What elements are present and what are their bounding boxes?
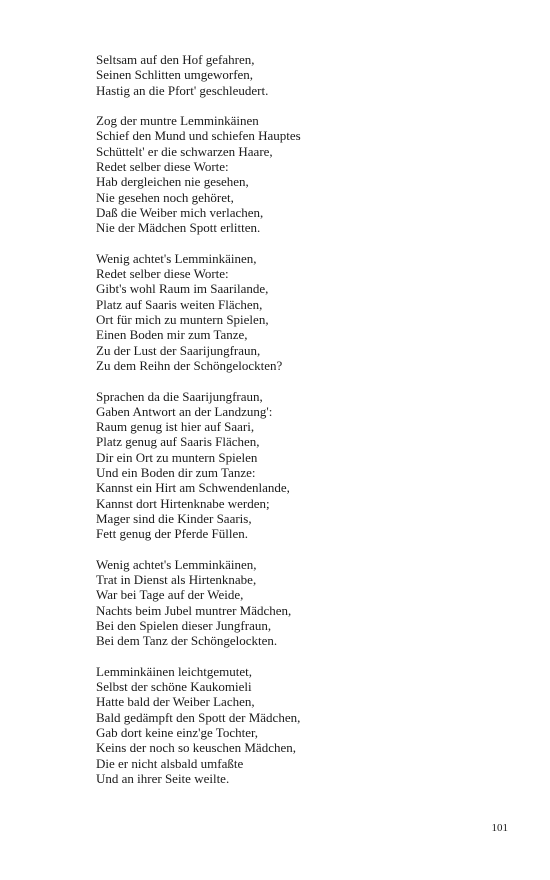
poem-line: Mager sind die Kinder Saaris, — [96, 510, 252, 526]
poem-line: Fett genug der Pferde Füllen. — [96, 526, 248, 542]
poem-line: Zu der Lust der Saarijungfraun, — [96, 342, 261, 358]
poem-line: Daß die Weiber mich verlachen, — [96, 204, 264, 220]
poem-line: Selbst der schöne Kaukomieli — [96, 679, 252, 695]
poem-line: Hab dergleichen nie gesehen, — [96, 174, 249, 190]
poem-line: Redet selber diese Worte: — [96, 159, 229, 175]
poem-line: Hatte bald der Weiber Lachen, — [96, 694, 255, 710]
poem-line: Redet selber diese Worte: — [96, 266, 229, 282]
stanza — [96, 113, 516, 235]
poem-line: Gibt's wohl Raum im Saarilande, — [96, 281, 269, 297]
poem-line: Kannst dort Hirtenknabe werden; — [96, 495, 270, 511]
stanza — [96, 664, 516, 786]
poem-line: Und ein Boden dir zum Tanze: — [96, 465, 256, 481]
poem-line: Die er nicht alsbald umfaßte — [96, 755, 244, 771]
poem-line: Bald gedämpft den Spott der Mädchen, — [96, 709, 301, 725]
poem-line: Dir ein Ort zu muntern Spielen — [96, 449, 258, 465]
poem-line: Zog der muntre Lemminkäinen — [96, 113, 259, 129]
poem-line: Nie gesehen noch gehöret, — [96, 189, 234, 205]
stanza — [96, 557, 516, 649]
poem-line: Lemminkäinen leichtgemutet, — [96, 663, 252, 679]
poem-line: Platz auf Saaris weiten Flächen, — [96, 296, 263, 312]
poem-text — [96, 52, 516, 802]
poem-line: Hastig an die Pfort' geschleudert. — [96, 82, 269, 98]
poem-line: Keins der noch so keuschen Mädchen, — [96, 740, 296, 756]
poem-line: Trat in Dienst als Hirtenknabe, — [96, 572, 257, 588]
poem-line: Sprachen da die Saarijungfraun, — [96, 388, 263, 404]
poem-line: Raum genug ist hier auf Saari, — [96, 419, 255, 435]
poem-line: Seinen Schlitten umgeworfen, — [96, 67, 254, 83]
stanza — [96, 251, 516, 373]
poem-line: Kannst ein Hirt am Schwendenlande, — [96, 480, 290, 496]
poem-line: Nie der Mädchen Spott erlitten. — [96, 220, 261, 236]
page-number: 101 — [491, 822, 508, 834]
poem-line: Bei dem Tanz der Schöngelockten. — [96, 633, 278, 649]
poem-line: Und an ihrer Seite weilte. — [96, 770, 230, 786]
poem-line: Bei den Spielen dieser Jungfraun, — [96, 617, 272, 633]
stanza — [96, 52, 516, 98]
poem-line: Ort für mich zu muntern Spielen, — [96, 312, 269, 328]
poem-line: Zu dem Reihn der Schöngelockten? — [96, 357, 283, 373]
poem-line: Gab dort keine einz'ge Tochter, — [96, 725, 259, 741]
poem-line: Schüttelt' er die schwarzen Haare, — [96, 143, 273, 159]
poem-line: Nachts beim Jubel muntrer Mädchen, — [96, 602, 292, 618]
poem-line: Einen Boden mir zum Tanze, — [96, 327, 248, 343]
poem-line: Wenig achtet's Lemminkäinen, — [96, 250, 257, 266]
poem-line: War bei Tage auf der Weide, — [96, 587, 244, 603]
poem-line: Schief den Mund und schiefen Hauptes — [96, 128, 301, 144]
poem-line: Wenig achtet's Lemminkäinen, — [96, 556, 257, 572]
stanza — [96, 389, 516, 542]
poem-line: Gaben Antwort an der Landzung': — [96, 403, 273, 419]
poem-line: Platz genug auf Saaris Flächen, — [96, 434, 260, 450]
poem-line: Seltsam auf den Hof gefahren, — [96, 52, 255, 67]
